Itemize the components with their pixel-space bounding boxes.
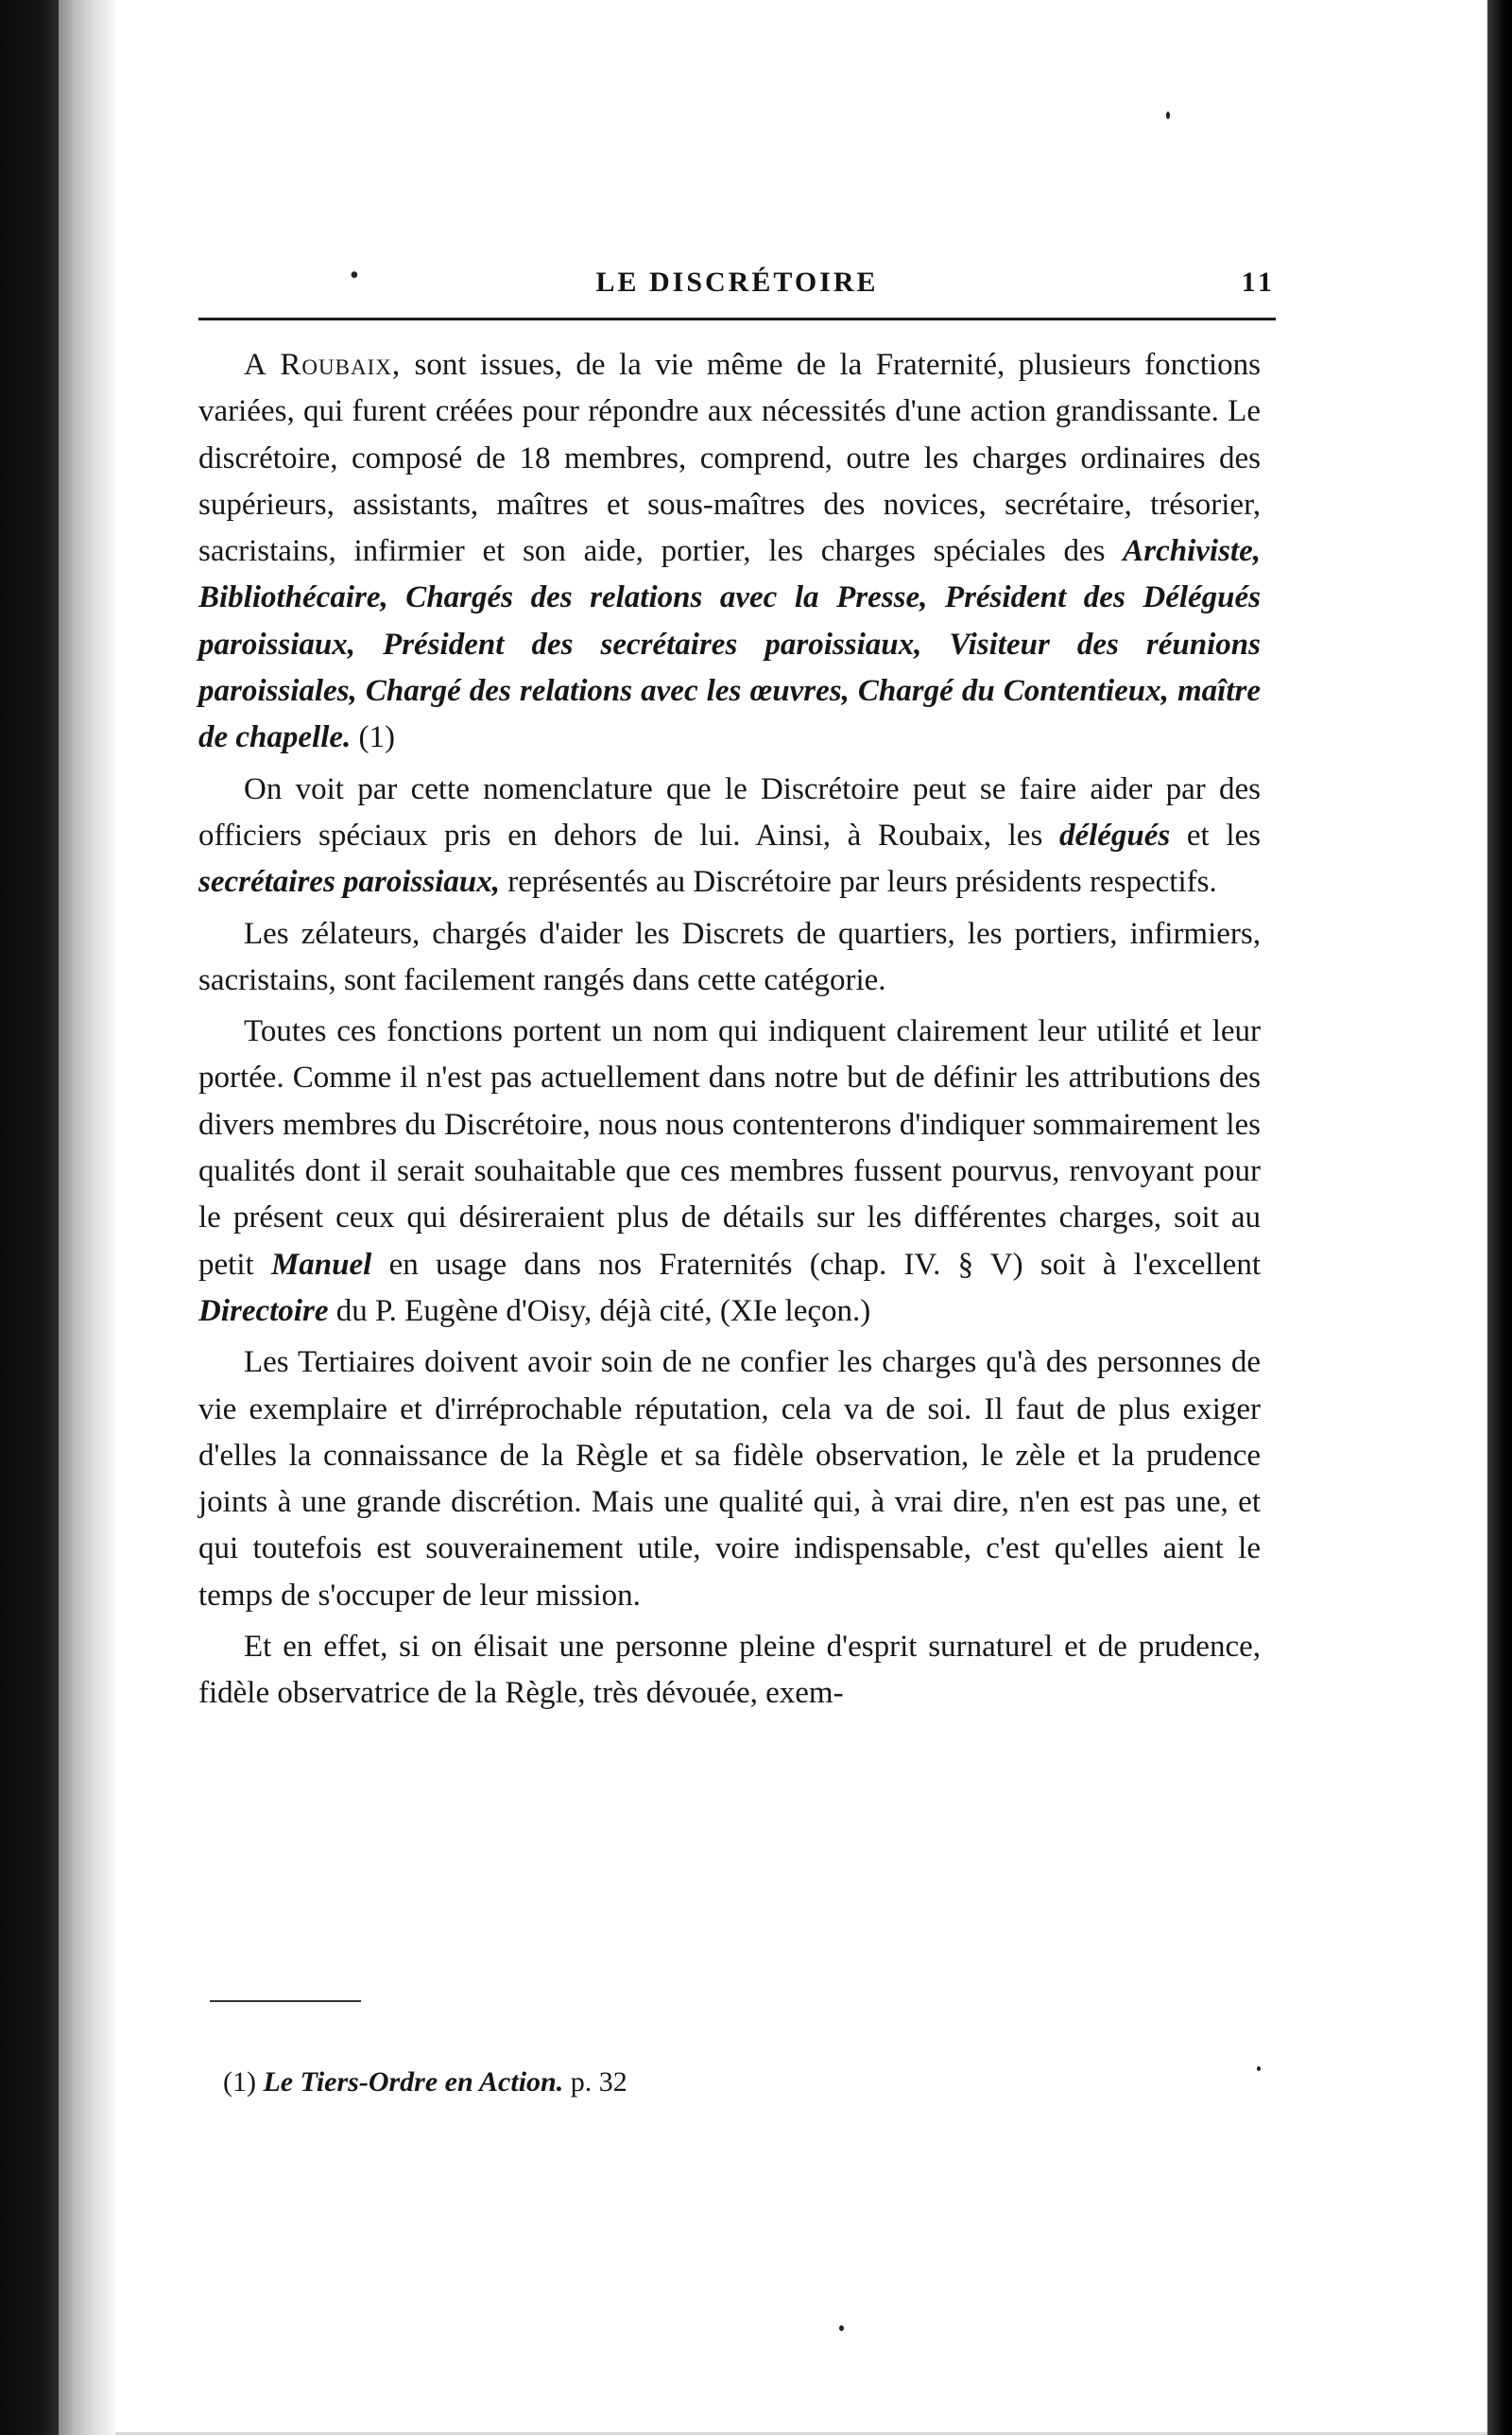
scan-speck [839, 2325, 844, 2331]
scan-speck [1257, 2066, 1261, 2071]
place-name: A Roubaix, [244, 348, 402, 382]
page-number: 11 [1241, 267, 1276, 298]
footnote-marker: (1) [223, 2066, 256, 2098]
paragraph-6: Et en effet, si on élisait une personne pleine d'esprit surnaturel et de prudence, fidèle observatrice de la Règle, très dévouée, exem- [198, 1630, 1261, 1711]
running-head [198, 261, 1276, 308]
footnote-title: Le Tiers-Ordre en Action. [263, 2066, 564, 2098]
scan-speck [1166, 112, 1170, 119]
right-scan-border [1487, 0, 1512, 2435]
page-curl-shadow [59, 0, 115, 2435]
footnote-rule [210, 2000, 361, 2002]
paragraph-1: A Roubaix, sont issues, de la vie même de la Fraternité, plusieurs fonctions variées, qui furent créées pour répondre aux nécessités d'une action grandissante. Le discrétoire, composé de 18 membres, comprend, outre les charges ordinaires des supérieurs, assistants, maîtres et sous-maîtres des novices, secrétaire, trésorier, sacristains, infirmier et son aide, portier, les charges spéciales des Archiviste, Bibliothécaire, Chargés des relations avec la Presse, Président des Délégués paroissiaux, Président des secrétaires paroissiaux, Visiteur des réunions paroissiales, Chargé des relations avec les œuvres, Chargé du Contentieux, maître de chapelle. (1) [198, 348, 1261, 755]
head-dot-mark: • [350, 261, 359, 290]
paragraph-4: Toutes ces fonctions portent un nom qui indiquent clairement leur utilité et leur portée. Comme il n'est pas actuellement dans notre but de définir les attributions des divers membres du Discrétoire, nous nous contenterons d'indiquer sommairement les qualités dont il serait souhaitable que ces membres fussent pourvus, renvoyant pour le présent ceux qui désireraient plus de détails sur les différentes charges, soit au petit Manuel en usage dans nos Fraternités (chap. IV. § V) soit à l'excellent Directoire du P. Eugène d'Oisy, déjà cité, (XIe leçon.) [198, 1014, 1262, 1328]
paragraph-5: Les Tertiaires doivent avoir soin de ne confier les charges qu'à des personnes de vie exemplaire et d'irréprochable réputation, cela va de soi. Il faut de plus exiger d'elles la connaissance de la Règle et sa fidèle observation, le zèle et la prudence joints à une grande discrétion. Mais une qualité qui, à vrai dire, n'en est pas une, et qui toutefois est souverainement utile, voire indispensable, c'est qu'elles aient le temps de s'occuper de leur mission. [198, 1345, 1261, 1613]
body-text [198, 342, 1261, 1718]
footnote [223, 2066, 627, 2098]
chapter-title: LE DISCRÉTOIRE [595, 267, 879, 298]
header-rule [198, 318, 1276, 320]
footnote-ref: (1) [351, 720, 396, 755]
italic-charges-list: Archiviste, Bibliothécaire, Chargés des relations avec la Presse, Président des Délégués paroissiaux, Président des secrétaires paroissiaux, Visiteur des réunions paroissiales, Chargé des relations avec les œuvres, Chargé du Contentieux, maître de chapelle. [198, 534, 1261, 755]
paragraph-3: Les zélateurs, chargés d'aider les Discrets de quartiers, les portiers, infirmiers, sacristains, sont facilement rangés dans cette catégorie. [198, 916, 1261, 997]
book-gutter-shadow [0, 0, 59, 2435]
paragraph-2: On voit par cette nomenclature que le Discrétoire peut se faire aider par des officiers spéciaux pris en dehors de lui. Ainsi, à Roubaix, les délégués et les secrétaires paroissiaux, représentés au Discrétoire par leurs présidents respectifs. [198, 771, 1261, 900]
footnote-page: p. 32 [563, 2066, 627, 2098]
